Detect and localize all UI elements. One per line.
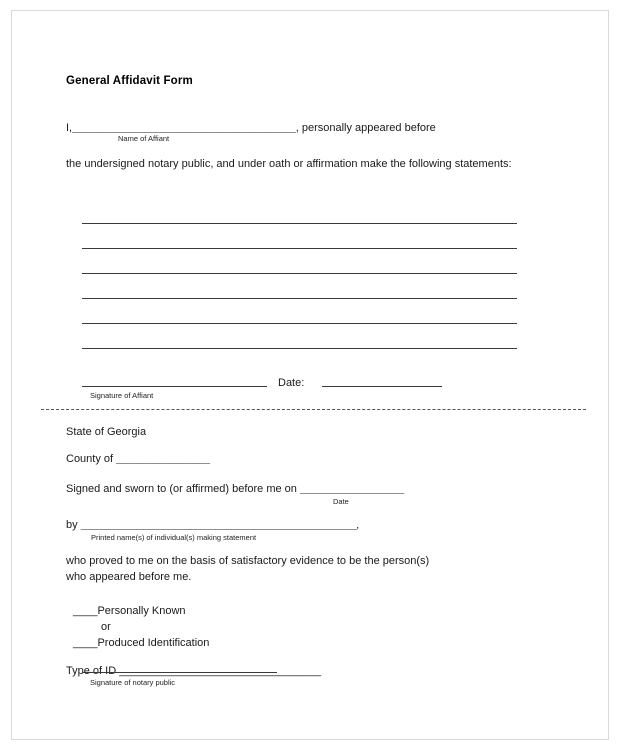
notary-county-label: County of: [66, 452, 114, 465]
notary-section: [66, 425, 586, 680]
notary-by-caption: Printed name(s) of individual(s) making statement: [91, 532, 257, 542]
document-page: [11, 10, 609, 740]
section-divider: [41, 409, 586, 410]
identification-options: [66, 604, 586, 652]
notary-signature-field[interactable]: [82, 671, 277, 673]
affiant-name-row: [66, 121, 586, 143]
notary-by-text-row: [66, 518, 586, 534]
notary-signed-date-caption: Date: [333, 496, 349, 506]
notary-state: State of Georgia: [66, 426, 147, 438]
statement-line[interactable]: [82, 257, 517, 282]
notary-county-row: [66, 452, 586, 468]
affiant-signature-field[interactable]: [82, 386, 267, 387]
type-of-id-field[interactable]: Type of ID _________________________________: [66, 664, 322, 677]
affiant-signature-block: [82, 373, 542, 400]
affiant-signature-row: [82, 373, 542, 400]
notary-signature-caption: Signature of notary public: [90, 678, 176, 687]
notary-proved-line-1: who proved to me on the basis of satisfactory evidence to be the person(s): [66, 554, 430, 567]
notary-county-blank[interactable]: __________________: [116, 452, 210, 465]
notary-signed-text: Signed and sworn to (or affirmed) before me on: [66, 482, 297, 495]
notary-by-blank[interactable]: _____________________________________________________,: [80, 518, 359, 531]
affiant-name-caption: Name of Affiant: [118, 134, 170, 143]
intro-lead: I,: [66, 122, 73, 134]
statement-lines-group: [82, 207, 517, 357]
intro-trailing: , personally appeared before: [295, 122, 436, 134]
affiant-date-field[interactable]: [322, 386, 442, 387]
option-personally-known[interactable]: ____Personally Known: [73, 604, 186, 617]
affiant-date-label: Date:: [278, 377, 305, 389]
statement-line[interactable]: [82, 332, 517, 357]
notary-by-label: by: [66, 518, 78, 531]
notary-by-row: [66, 518, 586, 542]
affiant-signature-caption: Signature of Affiant: [90, 391, 154, 400]
notary-signed-row: [66, 482, 586, 506]
undersigned-notary-text: the undersigned notary public, and under oath or affirmation make the following statements:: [66, 157, 512, 170]
option-separator-or: or: [101, 620, 111, 633]
notary-signed-text-row: [66, 482, 586, 498]
notary-signature-block: [82, 671, 342, 687]
statement-line[interactable]: [82, 282, 517, 307]
option-produced-identification[interactable]: ____Produced Identification: [73, 636, 210, 649]
statement-line[interactable]: [82, 232, 517, 257]
statement-line[interactable]: [82, 307, 517, 332]
page-title: General Affidavit Form: [66, 75, 193, 87]
statement-line[interactable]: [82, 207, 517, 232]
notary-proved-line-2: who appeared before me.: [66, 570, 192, 583]
document-body: [66, 75, 586, 173]
affiant-name-blank[interactable]: ___________________________________________: [72, 122, 296, 134]
notary-signed-date-blank[interactable]: ____________________: [299, 482, 404, 495]
